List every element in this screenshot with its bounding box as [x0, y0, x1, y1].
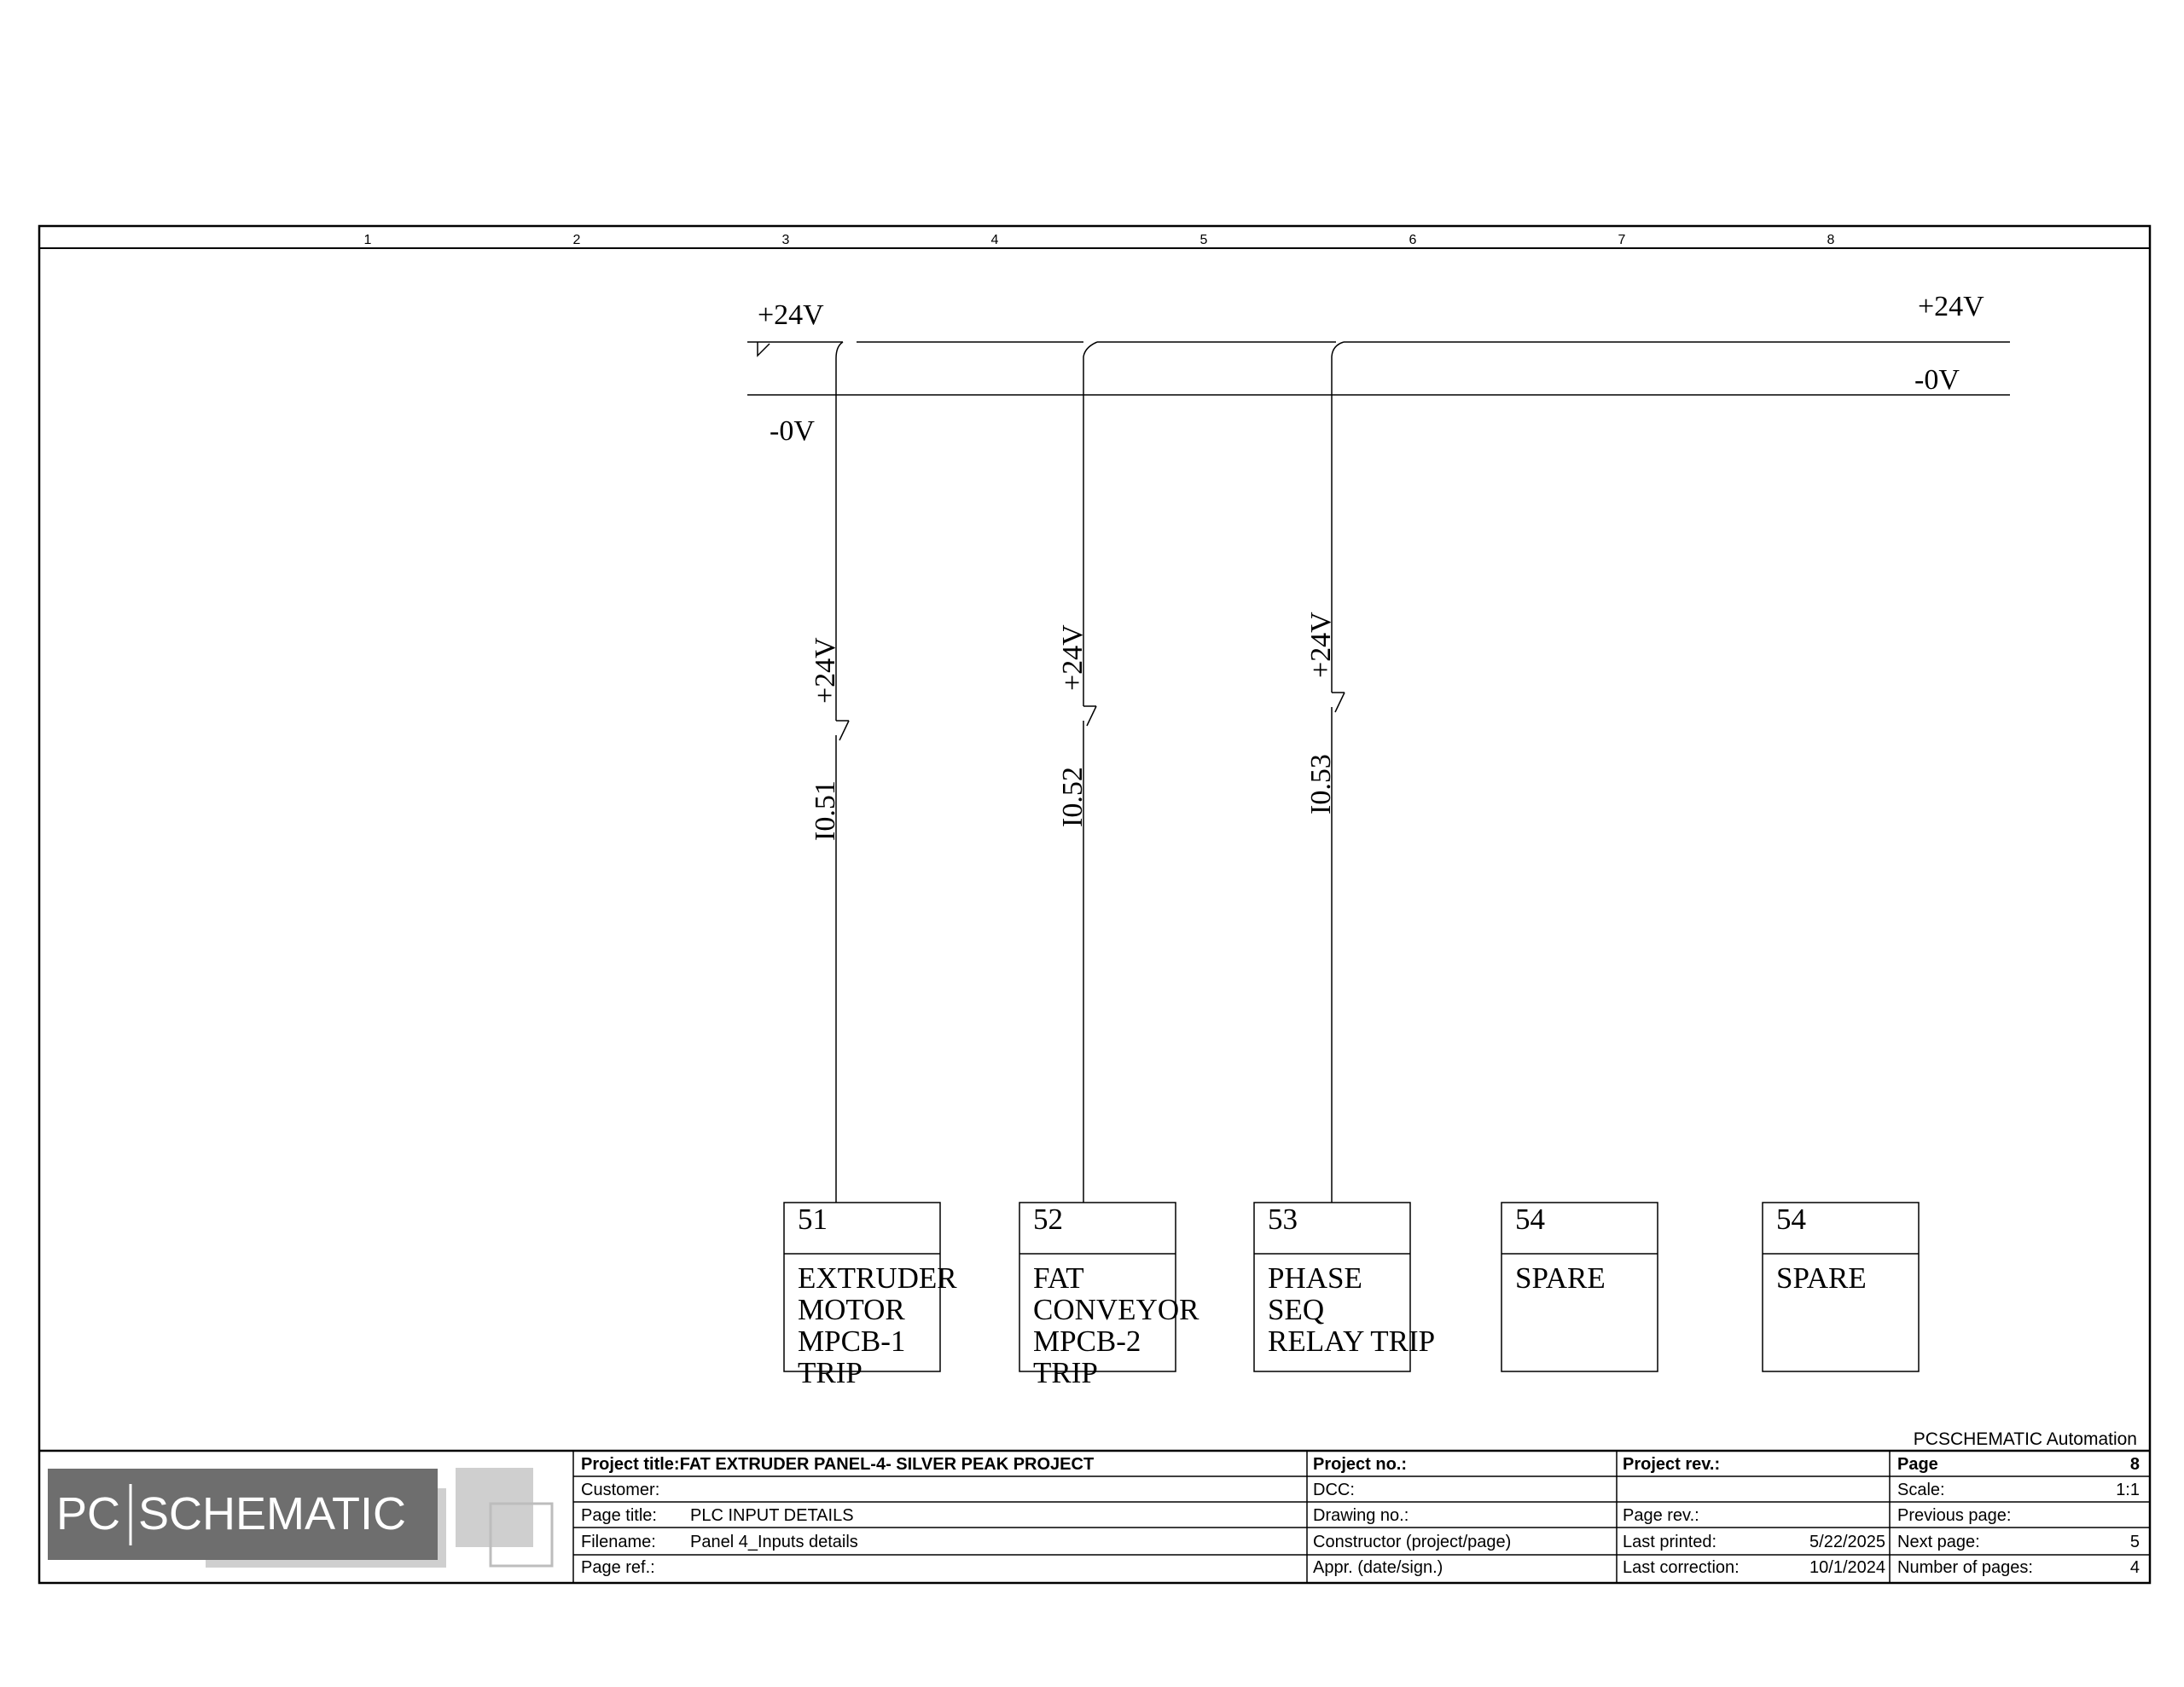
constructor-label: Constructor (project/page)	[1313, 1533, 1512, 1551]
next-page-label: Next page:	[1897, 1533, 1980, 1551]
next-page-value: 5	[2129, 1533, 2140, 1551]
supply-label: +24V	[1305, 612, 1337, 678]
project-rev-label: Project rev.:	[1623, 1455, 1721, 1474]
terminal-number: 51	[798, 1203, 828, 1236]
project-title: FAT EXTRUDER PANEL-4- SILVER PEAK PROJECT	[679, 1455, 1095, 1474]
positive-rail-label-right: +24V	[1918, 291, 1984, 322]
terminal-desc-line: SPARE	[1776, 1261, 1867, 1295]
contact-blade	[1335, 693, 1345, 712]
terminal-desc-line: CONVEYOR	[1033, 1293, 1199, 1326]
input-circuit-1	[836, 342, 857, 1203]
page-title-label: Page title:	[581, 1506, 657, 1525]
terminal-desc-line: SPARE	[1515, 1261, 1606, 1295]
input-address: I0.52	[1057, 767, 1089, 827]
last-correction-label: Last correction:	[1623, 1558, 1740, 1577]
terminal-desc-line: TRIP	[798, 1356, 863, 1389]
column-number: 3	[781, 233, 790, 247]
last-printed-value: 5/22/2025	[1809, 1533, 1885, 1551]
customer-label: Customer:	[581, 1481, 660, 1499]
number-of-pages-label: Number of pages:	[1897, 1558, 2033, 1577]
column-number: 2	[572, 233, 581, 247]
company-caption: PCSCHEMATIC Automation	[1913, 1429, 2137, 1449]
terminal-number: 53	[1268, 1203, 1298, 1236]
project-title-label: Project title:	[581, 1455, 680, 1474]
scale-value: 1:1	[2116, 1481, 2140, 1499]
terminal-number: 52	[1033, 1203, 1063, 1236]
drawing-no-label: Drawing no.:	[1313, 1506, 1409, 1525]
column-number: 6	[1409, 233, 1417, 247]
terminal-desc-line: MOTOR	[798, 1293, 905, 1326]
approval-label: Appr. (date/sign.)	[1313, 1558, 1443, 1577]
terminal-desc-line: MPCB-2	[1033, 1325, 1141, 1358]
negative-rail-label-left: -0V	[770, 415, 815, 447]
supply-label: +24V	[1057, 624, 1089, 691]
number-of-pages-value: 4	[2129, 1558, 2140, 1577]
column-number: 8	[1827, 233, 1835, 247]
terminal-desc-line: RELAY TRIP	[1268, 1325, 1436, 1358]
terminal-desc-line: TRIP	[1033, 1356, 1098, 1389]
page-ref-label: Page ref.:	[581, 1558, 655, 1577]
rail-tap	[1332, 342, 1344, 357]
terminal-desc-line: MPCB-1	[798, 1325, 906, 1358]
terminal-desc-line: SEQ	[1268, 1293, 1325, 1326]
supply-label: +24V	[810, 637, 841, 704]
negative-rail-label-right: -0V	[1914, 364, 1960, 396]
column-number: 5	[1199, 233, 1208, 247]
power-rails	[747, 342, 2010, 395]
filename-label: Filename:	[581, 1533, 656, 1551]
terminal-desc-line: FAT	[1033, 1261, 1084, 1295]
svg-text:Project title:FAT EXTRUDER PAN	[581, 1455, 1094, 1474]
logo-text-pc: PC	[56, 1488, 121, 1539]
previous-page-label: Previous page:	[1897, 1506, 2012, 1525]
scale-label: Scale:	[1897, 1481, 1945, 1499]
page-label: Page	[1897, 1455, 1938, 1474]
column-number: 4	[990, 233, 999, 247]
terminal-number: 54	[1776, 1203, 1806, 1236]
contact-blade	[839, 721, 849, 740]
page-number: 8	[2129, 1455, 2140, 1474]
terminal-desc-line: EXTRUDER	[798, 1261, 957, 1295]
page-rev-label: Page rev.:	[1623, 1506, 1699, 1525]
positive-rail-label-left: +24V	[758, 299, 824, 331]
filename: Panel 4_Inputs details	[690, 1533, 858, 1551]
last-printed-label: Last printed:	[1623, 1533, 1717, 1551]
contact-blade	[1087, 706, 1096, 726]
column-number: 7	[1618, 233, 1626, 247]
rail-tap	[836, 342, 857, 358]
input-address: I0.51	[810, 780, 841, 841]
input-address: I0.53	[1305, 754, 1337, 815]
rail-start-flag	[758, 342, 770, 356]
terminal-number: 54	[1515, 1203, 1545, 1236]
last-correction-value: 10/1/2024	[1809, 1558, 1885, 1577]
terminal-desc-line: PHASE	[1268, 1261, 1362, 1295]
pc-schematic-logo	[48, 1468, 552, 1568]
rail-tap	[1083, 342, 1097, 357]
dcc-label: DCC:	[1313, 1481, 1355, 1499]
page-title: PLC INPUT DETAILS	[690, 1506, 854, 1525]
logo-text-schematic: SCHEMATIC	[138, 1488, 407, 1539]
project-no-label: Project no.:	[1313, 1455, 1408, 1474]
column-number: 1	[363, 233, 372, 247]
column-ruler	[364, 233, 1835, 247]
